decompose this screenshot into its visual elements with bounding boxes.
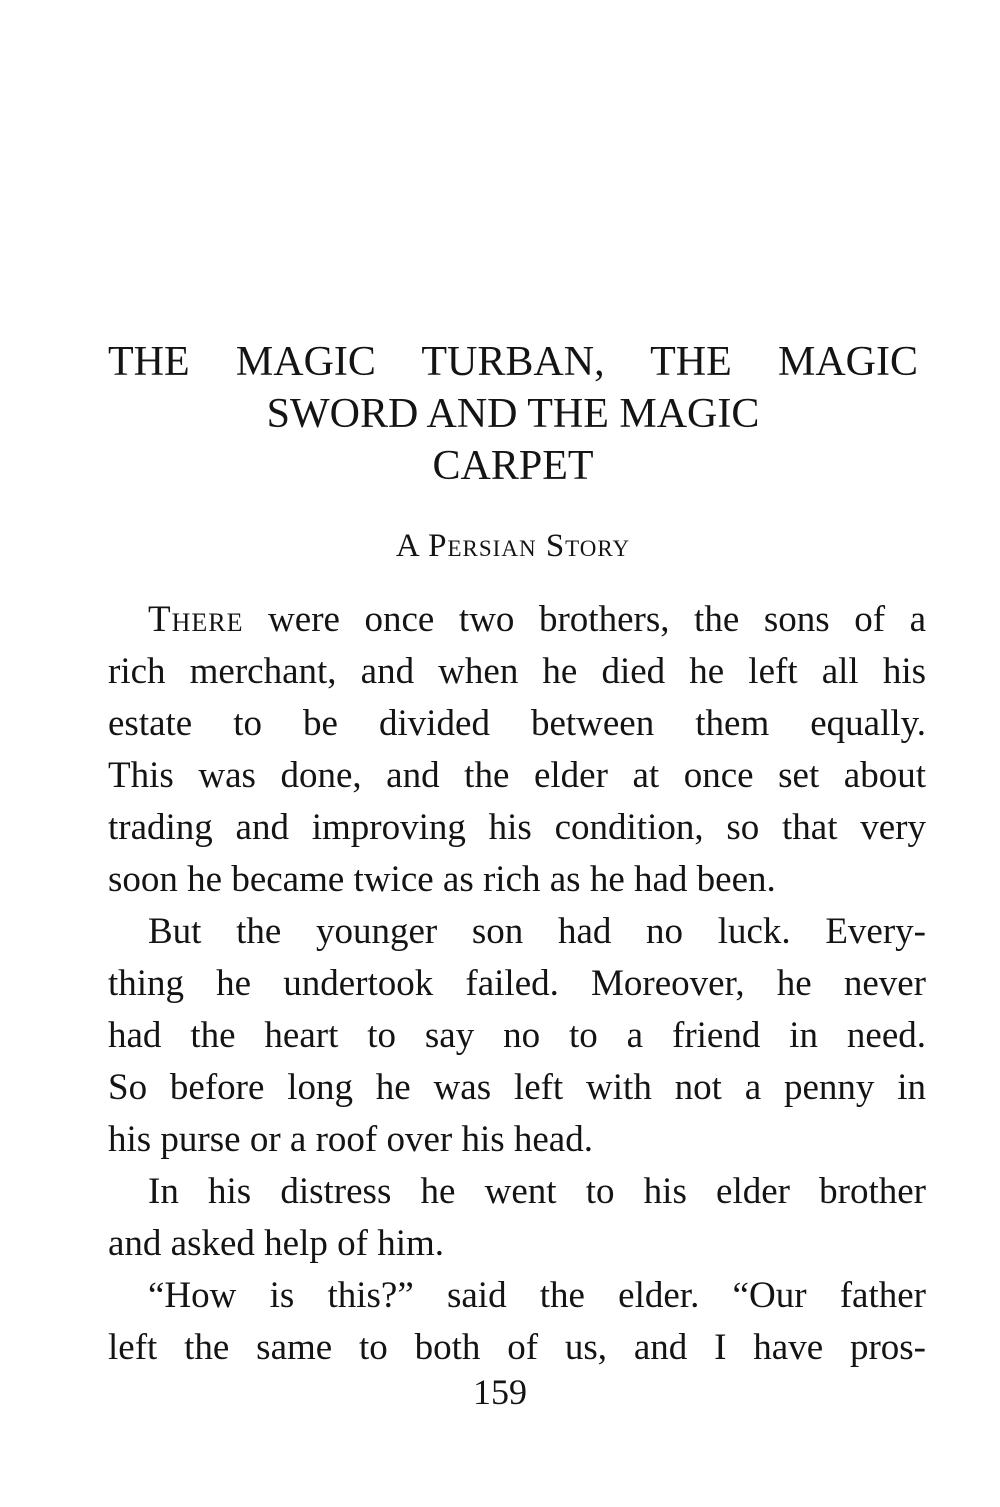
paragraph-1-line-6: soon he became twice as rich as he had been. xyxy=(108,859,776,900)
paragraph-1-line-1-rest: were once two brothers, the sons of a xyxy=(243,599,926,640)
paragraph-2-line-2: thing he undertook failed. Moreover, he never xyxy=(108,963,926,1004)
paragraph-1-line-3: estate to be divided between them equally. xyxy=(108,703,926,744)
chapter-title xyxy=(108,336,918,492)
paragraph-1-line-1 xyxy=(108,594,926,646)
chapter-title-line-2: SWORD AND THE MAGIC xyxy=(266,391,760,437)
paragraph-2-line-1: But the younger son had no luck. Every- xyxy=(148,911,926,952)
paragraph-2-line-5: his purse or a roof over his head. xyxy=(108,1119,593,1160)
paragraph-1-line-5: trading and improving his condition, so that very xyxy=(108,807,926,848)
paragraph-4-line-2: left the same to both of us, and I have pros- xyxy=(108,1327,926,1368)
paragraph-2-line-3: had the heart to say no to a friend in need. xyxy=(108,1015,926,1056)
drop-word: There xyxy=(148,599,244,640)
chapter-title-line-1: THE MAGIC TURBAN, THE MAGIC xyxy=(108,339,918,385)
page-number: 159 xyxy=(473,1372,527,1412)
paragraph-1-line-2: rich merchant, and when he died he left all his xyxy=(108,651,926,692)
chapter-subtitle: A Persian Story xyxy=(395,528,631,564)
paragraph-3-line-2: and asked help of him. xyxy=(108,1223,444,1264)
story-text xyxy=(108,594,926,1374)
paragraph-1-line-4: This was done, and the elder at once set about xyxy=(108,755,926,796)
paragraph-3-line-1: In his distress he went to his elder brother xyxy=(148,1171,926,1212)
paragraph-2-line-4: So before long he was left with not a penny in xyxy=(108,1067,926,1108)
chapter-title-line-3: CARPET xyxy=(432,443,594,489)
paragraph-4-line-1: “How is this?” said the elder. “Our father xyxy=(148,1275,926,1316)
